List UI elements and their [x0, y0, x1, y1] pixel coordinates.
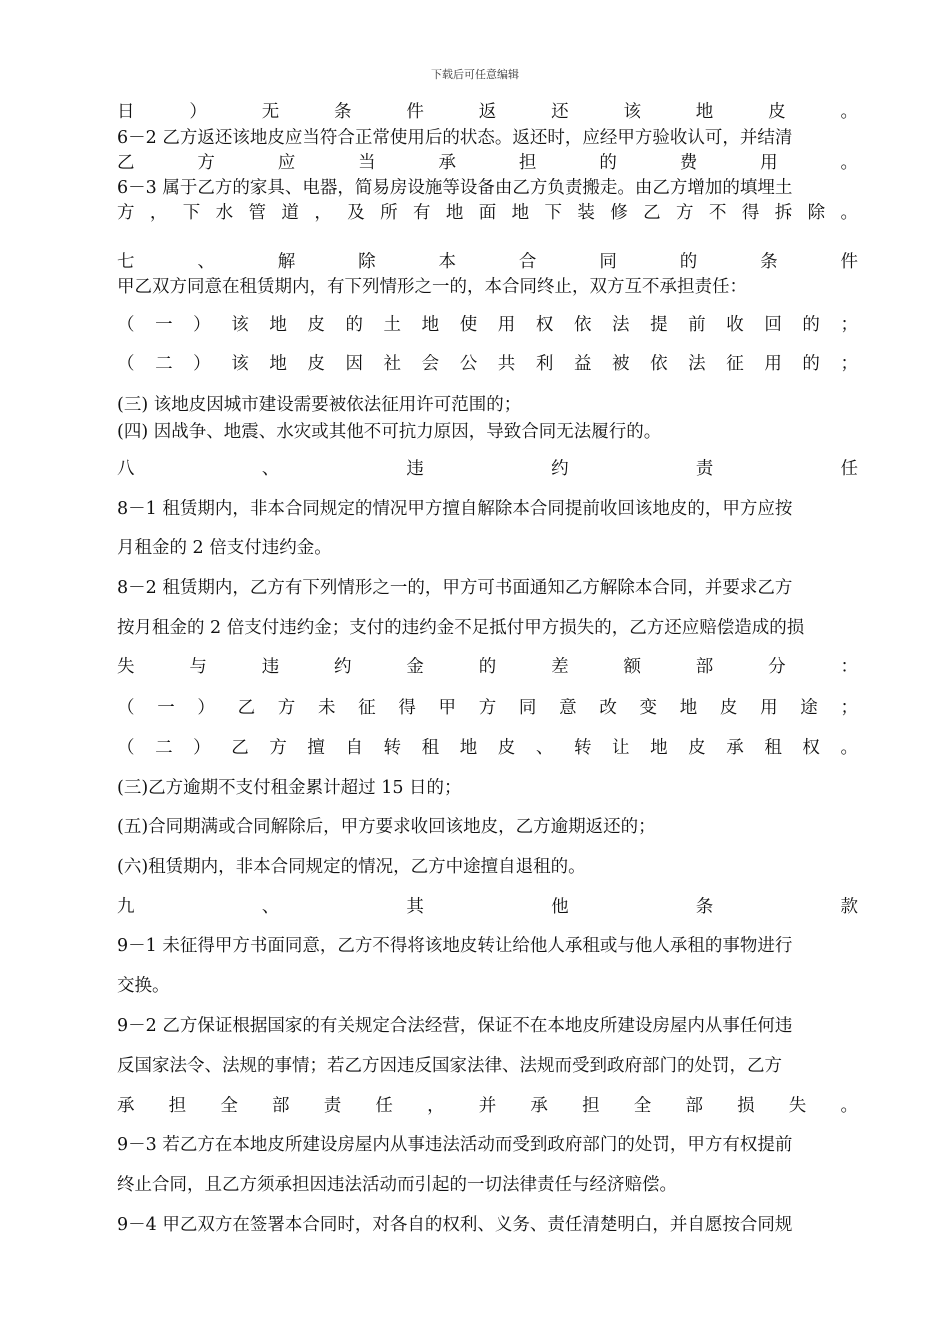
- text-line: 8－1 租赁期内，非本合同规定的情况甲方擅自解除本合同提前收回该地皮的，甲方应按: [117, 499, 793, 519]
- text-line: 甲乙双方同意在租赁期内，有下列情形之一的，本合同终止，双方互不承担责任：: [117, 277, 747, 297]
- page-header: 下载后可任意编辑: [431, 68, 519, 81]
- text-line: （ 二 ） 该 地 皮 因 社 会 公 共 利 益 被 依 法 征 用 的 ；: [117, 354, 858, 374]
- text-line: 9－4 甲乙双方在签署本合同时，对各自的权利、义务、责任清楚明白，并自愿按合同规: [117, 1215, 793, 1235]
- text-line: 按月租金的 2 倍支付违约金；支付的违约金不足抵付甲方损失的，乙方还应赔偿造成的损: [117, 618, 805, 638]
- text-line: 交换。: [117, 976, 170, 996]
- text-line: 承 担 全 部 责 任 ， 并 承 担 全 部 损 失 。: [117, 1096, 858, 1116]
- text-line: 6－3 属于乙方的家具、电器，简易房设施等设备由乙方负责搬走。由乙方增加的填埋土: [117, 178, 793, 198]
- text-line: （ 二 ） 乙 方 擅 自 转 租 地 皮 、 转 让 地 皮 承 租 权 。: [117, 738, 858, 758]
- text-line: (三) 该地皮因城市建设需要被依法征用许可范围的；: [117, 395, 522, 415]
- text-line: 9－2 乙方保证根据国家的有关规定合法经营，保证不在本地皮所建设房屋内从事任何违: [117, 1016, 793, 1036]
- text-line: (四) 因战争、地震、水灾或其他不可抗力原因，导致合同无法履行的。: [117, 422, 662, 442]
- text-line: 9－3 若乙方在本地皮所建设房屋内从事违法活动而受到政府部门的处罚，甲方有权提前: [117, 1135, 793, 1155]
- text-line: 八 、 违 约 责 任: [117, 459, 858, 479]
- text-line: (五)合同期满或合同解除后，甲方要求收回该地皮，乙方逾期返还的；: [117, 817, 656, 837]
- text-line: (六)租赁期内，非本合同规定的情况，乙方中途擅自退租的。: [117, 857, 586, 877]
- text-line: 9－1 未征得甲方书面同意，乙方不得将该地皮转让给他人承租或与他人承租的事物进行: [117, 936, 793, 956]
- text-line: （ 一 ） 该 地 皮 的 土 地 使 用 权 依 法 提 前 收 回 的 ；: [117, 315, 858, 335]
- text-line: 失 与 违 约 金 的 差 额 部 分 ：: [117, 657, 858, 677]
- text-line: 七 、 解 除 本 合 同 的 条 件: [117, 252, 858, 272]
- text-line: 8－2 租赁期内，乙方有下列情形之一的，甲方可书面通知乙方解除本合同，并要求乙方: [117, 578, 793, 598]
- text-line: 九 、 其 他 条 款: [117, 897, 858, 917]
- text-line: 日 ） 无 条 件 返 还 该 地 皮 。: [117, 102, 858, 122]
- text-line: 乙 方 应 当 承 担 的 费 用 。: [117, 153, 858, 173]
- text-line: 方 ， 下 水 管 道 ， 及 所 有 地 面 地 下 装 修 乙 方 不 得 拆 除 。: [117, 203, 858, 223]
- text-line: (三)乙方逾期不支付租金累计超过 15 日的；: [117, 778, 462, 798]
- text-line: 6－2 乙方返还该地皮应当符合正常使用后的状态。返还时，应经甲方验收认可，并结清: [117, 128, 793, 148]
- text-line: 终止合同，且乙方须承担因违法活动而引起的一切法律责任与经济赔偿。: [117, 1175, 677, 1195]
- text-line: （ 一 ） 乙 方 未 征 得 甲 方 同 意 改 变 地 皮 用 途 ；: [117, 698, 858, 718]
- text-line: 反国家法令、法规的事情；若乙方因违反国家法律、法规而受到政府部门的处罚，乙方: [117, 1056, 782, 1076]
- text-line: 月租金的 2 倍支付违约金。: [117, 538, 332, 558]
